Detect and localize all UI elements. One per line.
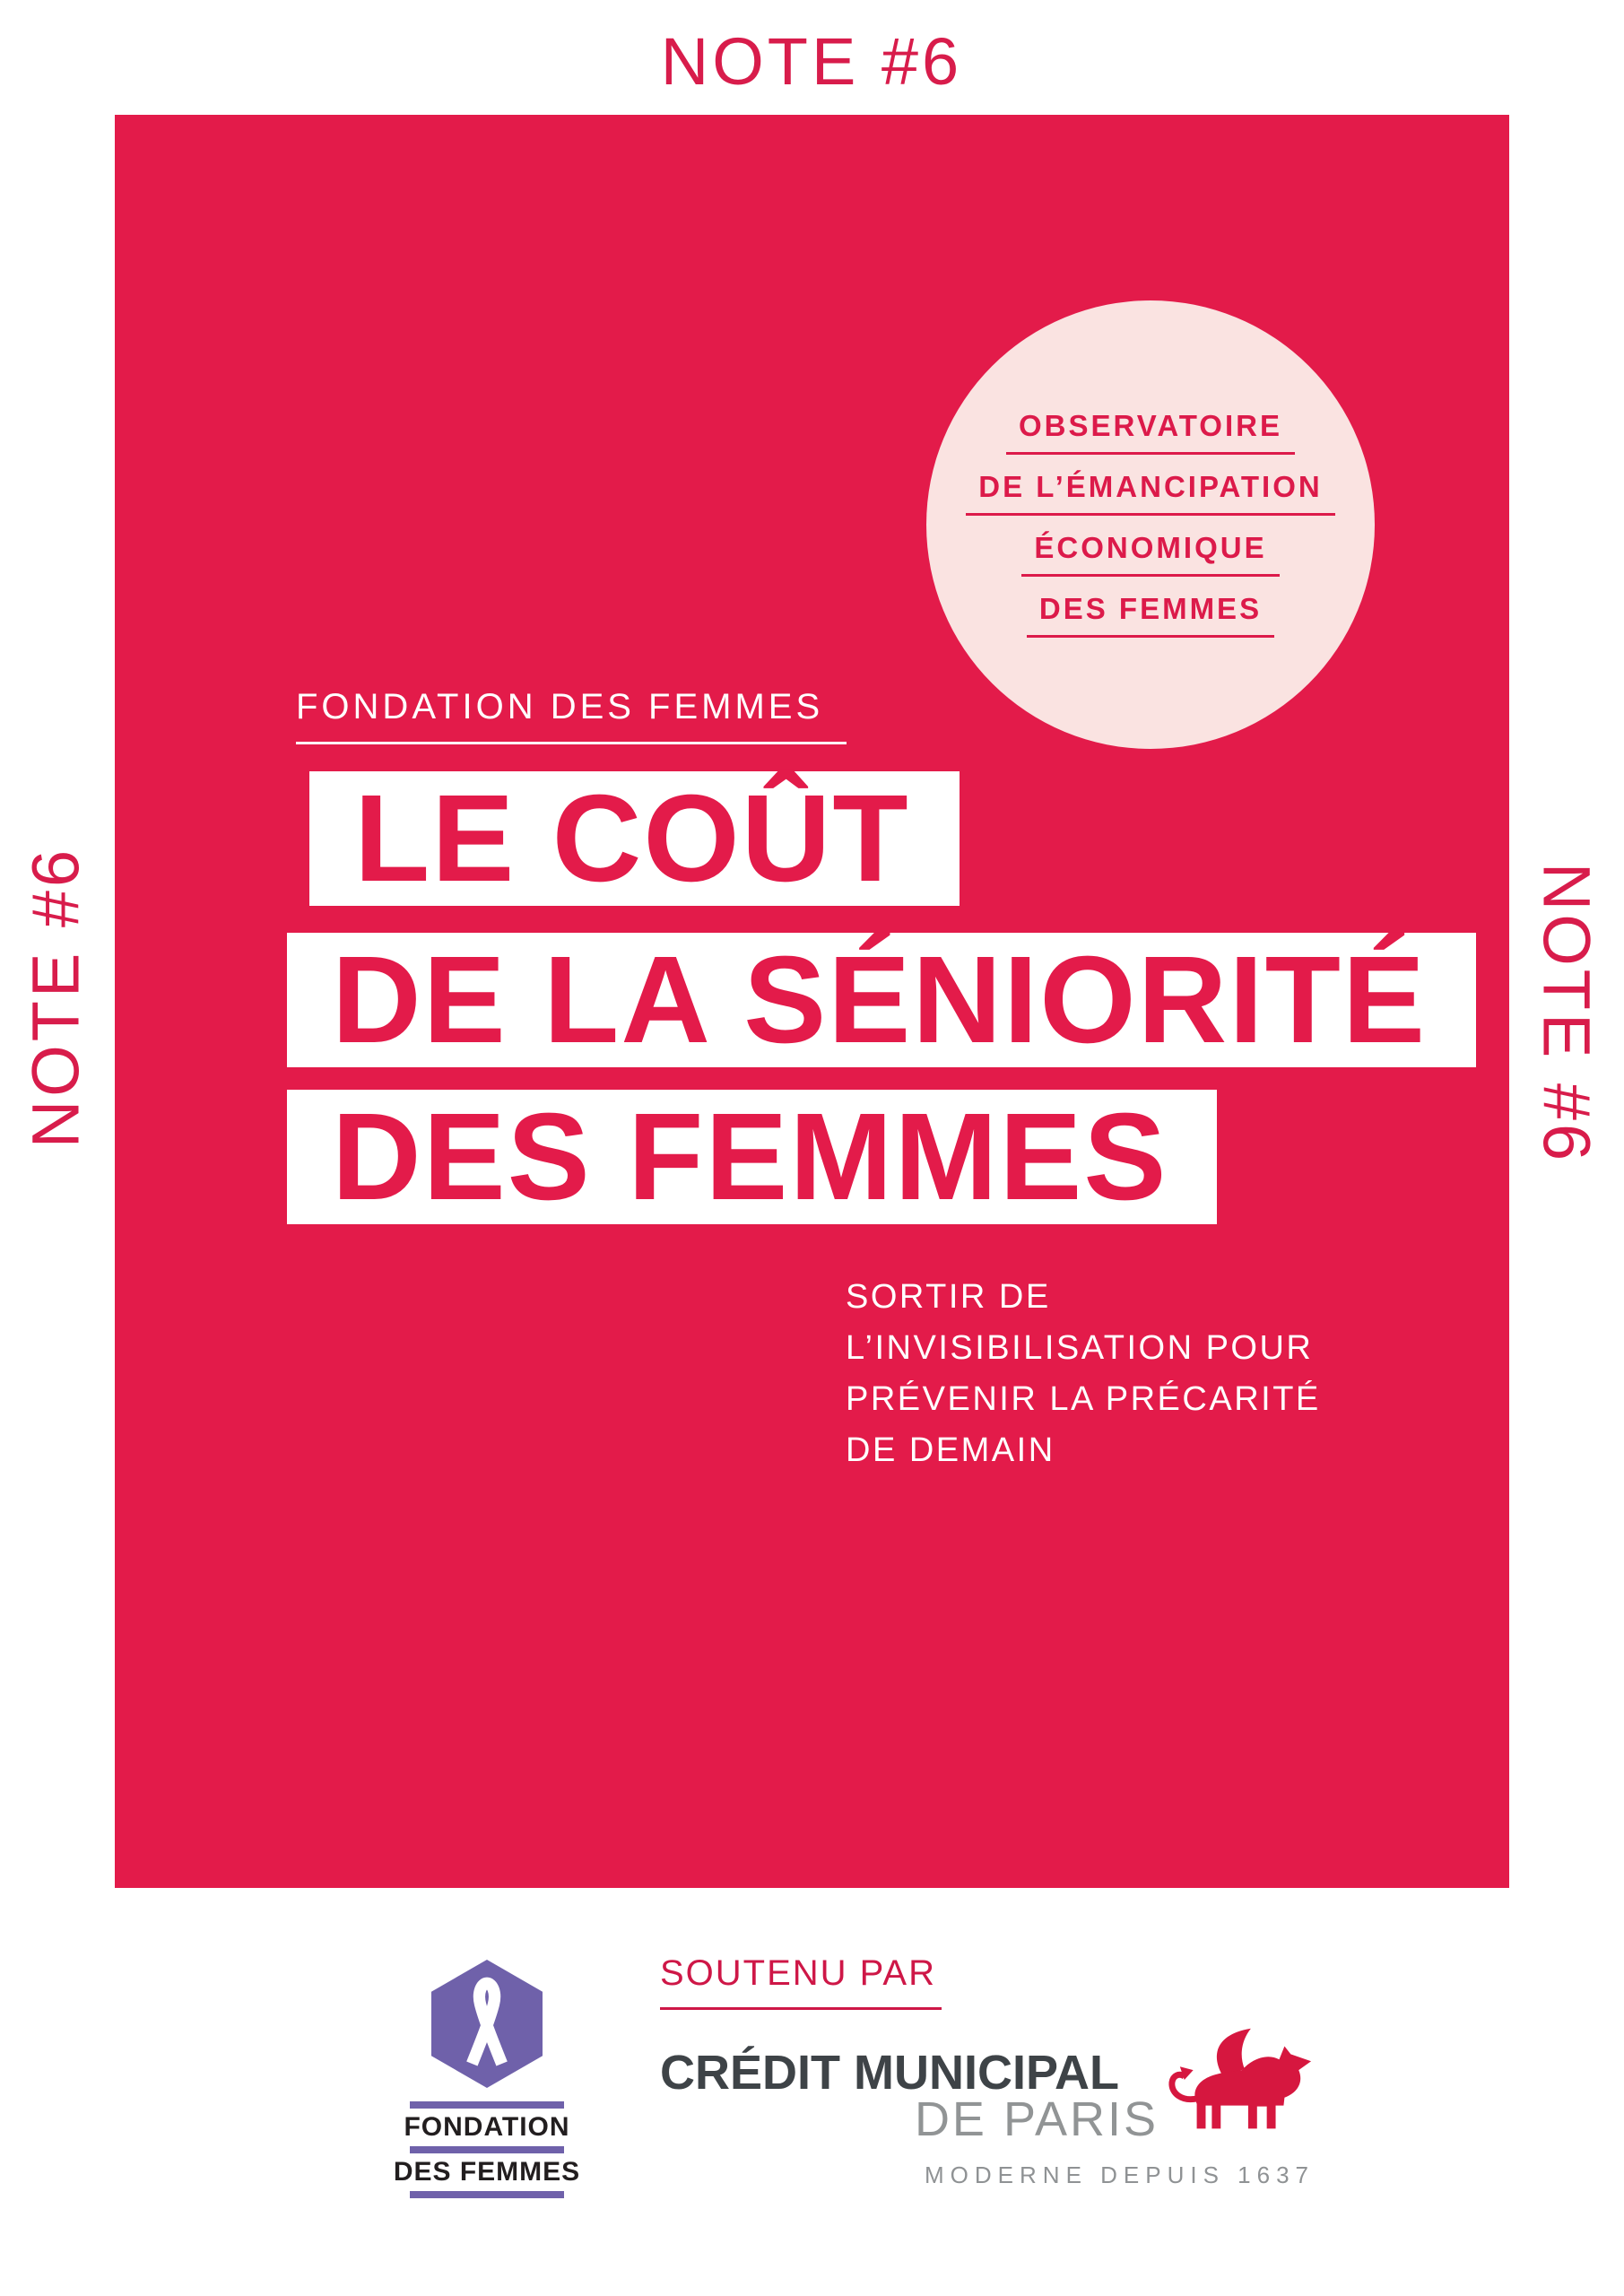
subtitle-line-3: PRÉVENIR LA PRÉCARITÉ [846,1380,1321,1418]
ribbon-icon [448,1976,525,2073]
title-line-2: DE LA SÉNIORITÉ [287,933,1476,1067]
griffin-icon [1166,2023,1316,2140]
title-line-1: LE COÛT [309,771,960,906]
note-number-left: NOTE #6 [18,846,93,1149]
fdf-logo-line-1: FONDATION [404,2112,570,2142]
credit-municipal-tagline: MODERNE DEPUIS 1637 [925,2161,1315,2188]
supported-by-label: SOUTENU PAR [660,1953,942,2010]
note-number-right: NOTE #6 [1529,862,1604,1165]
subtitle-line-4: DE DEMAIN [846,1431,1055,1469]
badge-line-2: DE L’ÉMANCIPATION [966,470,1334,516]
fdf-logo-line-2: DES FEMMES [393,2157,581,2187]
credit-municipal-name: CRÉDIT MUNICIPAL [660,2046,1119,2100]
subtitle [846,1272,1321,1476]
organization-label: FONDATION DES FEMMES [296,687,847,744]
subtitle-line-1: SORTIR DE [846,1278,1051,1316]
badge-line-4: DES FEMMES [1027,592,1274,638]
badge-line-1: OBSERVATOIRE [1006,409,1295,455]
credit-municipal-city: DE PARIS [914,2092,1159,2146]
note-number-top: NOTE #6 [660,24,963,99]
hexagon-logo [431,1960,543,2088]
logo-divider-bar [410,2146,564,2153]
logo-divider-bar [410,2101,564,2109]
title-line-3: DES FEMMES [287,1090,1217,1224]
observatory-badge [926,300,1375,749]
logo-divider-bar [410,2191,564,2198]
badge-line-3: ÉCONOMIQUE [1021,531,1279,577]
fondation-des-femmes-logo [393,1960,581,2198]
subtitle-line-2: L’INVISIBILISATION POUR [846,1329,1314,1367]
